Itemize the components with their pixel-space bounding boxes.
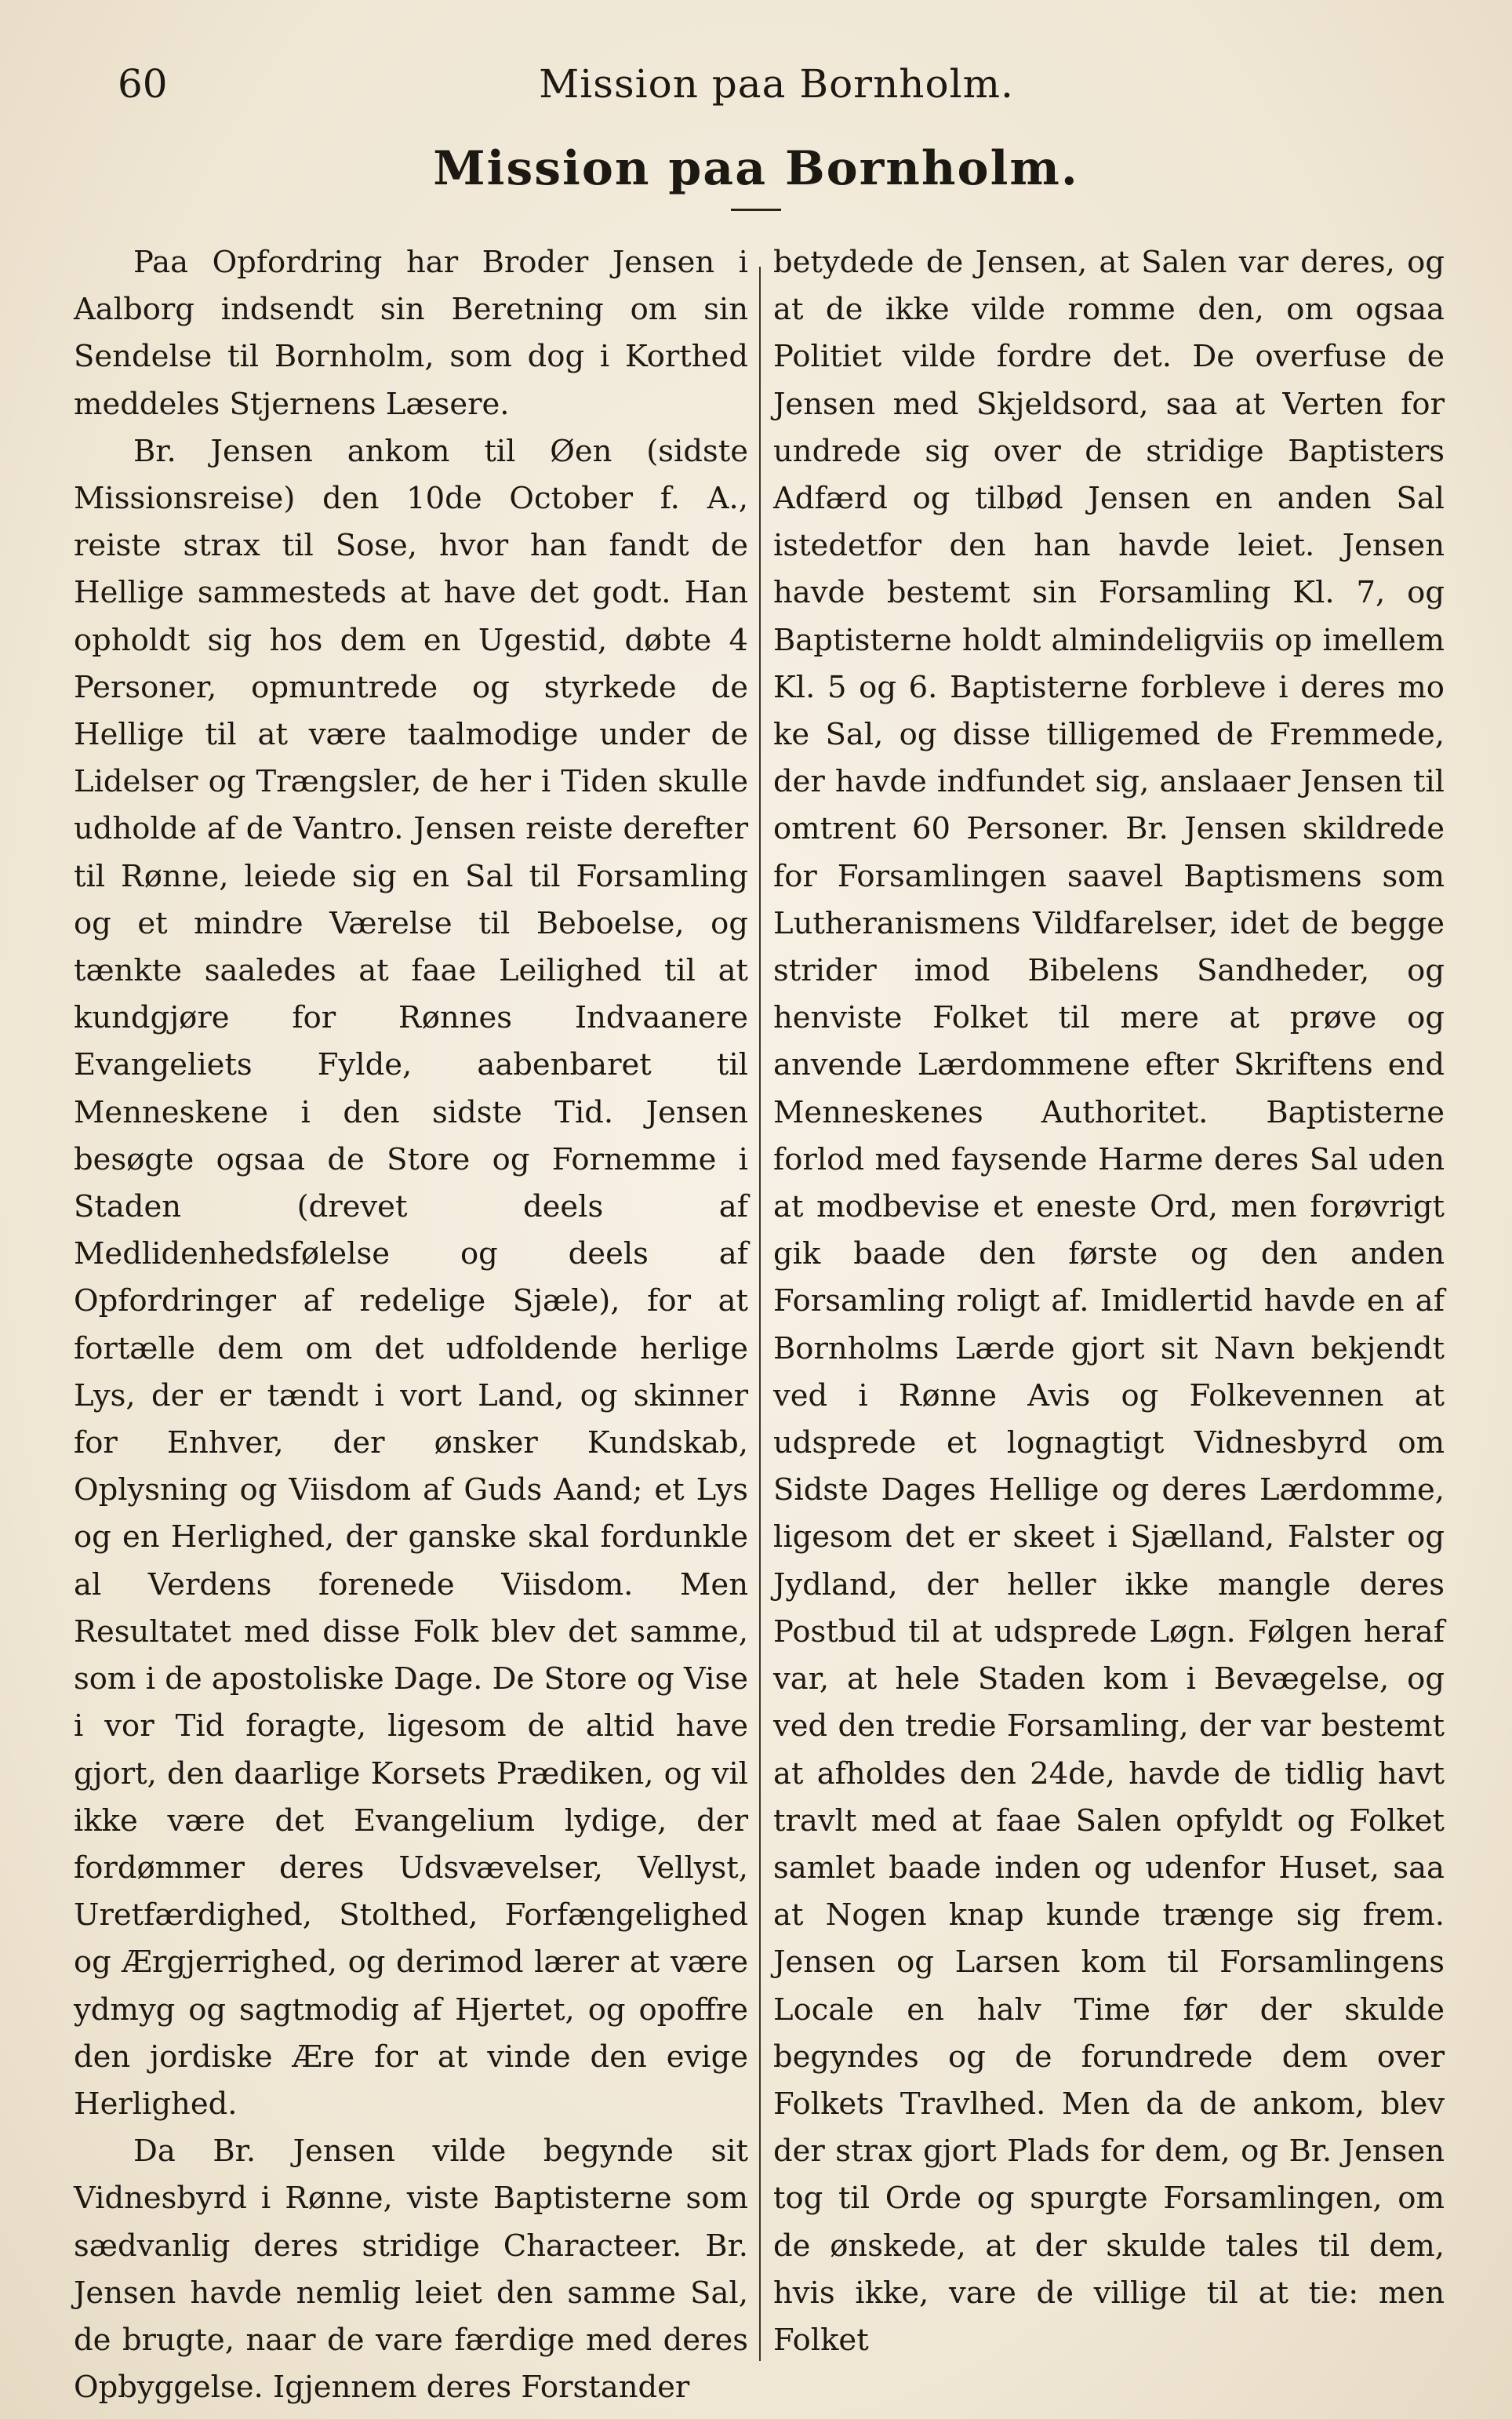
column-divider [759,267,761,2361]
paragraph: Paa Opfordring har Broder Jensen i Aalborg indsendt sin Beretning om sin Sendelse til Bornholm, som dog i Korthed meddeles Stjernens Læsere. [74,245,748,422]
running-title: Mission paa Bornholm. [539,61,1014,107]
paragraph: Br. Jensen ankom til Øen (sidste Missionsreise) den 10de October f. A., reiste strax til Sose, hvor han fandt de Hellige sammesteds at have det godt. Han opholdt sig hos dem en Ugestid, døbte 4 Personer, opmuntrede og styrkede de Hellige til at være taalmodige under de Lidelser og Trængsler, de her i Tiden skulle udholde af de Vantro. Jensen reiste derefter til Rønne, leiede sig en Sal til Forsamling og et mindre Værelse til Beboelse, og tænkte saaledes at faae Leilighed til at kundgjøre for Rønnes Indvaanere Evangeliets Fylde, aabenbaret til Menneskene i den sidste Tid. Jensen besøgte ogsaa de Store og Fornemme i Staden (drevet deels af Medlidenhedsfølelse og deels af Opfordringer af redelige Sjæle), for at fortælle dem om det udfoldende herlige Lys, der er tændt i vort Land, og skinner for Enhver, der ønsker Kundskab, Oplysning og Viisdom af Guds Aand; et Lys og en Herlighed, der ganske skal fordunkle al Verdens forenede Viisdom. Men Resultatet med disse Folk blev det samme, som i de apostoliske Dage. De Store og Vise i vor Tid foragte, ligesom de altid have gjort, den daarlige Korsets Prædiken, og vil ikke være det Evangelium lydige, der fordømmer deres Udsvævelser, Vellyst, Uretfærdighed, Stolthed, Forfængelighed og Ærgjerrighed, og derimod lærer at være ydmyg og sagtmodig af Hjertet, og opoffre den jordiske Ære for at vinde den evige Herlighed. [74,433,748,2122]
paragraph: Da Br. Jensen vilde begynde sit Vidnesbyrd i Rønne, viste Baptisterne som sædvanlig deres stridige Characteer. Br. Jensen havde nemlig leiet den samme Sal, de brugte, naar de vare færdige med deres Opbyggelse. Igjennem deres Forstander [74,2133,748,2406]
title-rule [731,209,781,211]
right-column [773,239,1445,2364]
paragraph: betydede de Jensen, at Salen var deres, og at de ikke vilde romme den, om ogsaa Politiet vilde fordre det. De overfuse de Jensen med Skjeldsord, saa at Verten for undrede sig over de stridige Baptisters Adfærd og tilbød Jensen en anden Sal istedetfor den han havde leiet. Jensen havde bestemt sin Forsamling Kl. 7, og Baptisterne holdt almindeligviis op imellem Kl. 5 og 6. Baptisterne forbleve i deres mo ke Sal, og disse tilligemed de Fremmede, der havde indfundet sig, anslaaer Jensen til omtrent 60 Personer. Br. Jensen skildrede for Forsamlingen saavel Baptismens som Lutheranismens Vildfarelser, idet de begge strider imod Bibelens Sandheder, og henviste Folket til mere at prøve og anvende Lærdommene efter Skriftens end Menneskenes Authoritet. Baptisterne forlod med faysende Harme deres Sal uden at modbevise et eneste Ord, men forøvrigt gik baade den første og den anden Forsamling roligt af. Imidlertid havde en af Bornholms Lærde gjort sit Navn bekjendt ved i Rønne Avis og Folkevennen at udsprede et lognagtigt Vidnesbyrd om Sidste Dages Hellige og deres Lærdomme, ligesom det er skeet i Sjælland, Falster og Jydland, der heller ikke mangle deres Postbud til at udsprede Løgn. Følgen heraf var, at hele Staden kom i Bevægelse, og ved den tredie Forsamling, der var bestemt at afholdes den 24de, havde de tidlig havt travlt med at faae Salen opfyldt og Folket samlet baade inden og udenfor Huset, saa at Nogen knap kunde trænge sig frem. Jensen og Larsen kom til Forsamlingens Locale en halv Time før der skulde begyndes og de forundrede dem over Folkets Travlhed. Men da de ankom, blev der strax gjort Plads for dem, og Br. Jensen tog til Orde og spurgte Forsamlingen, om de ønskede, at der skulde tales til dem, hvis ikke, vare de villige til at tie: men Folket [773,245,1445,2358]
running-head [118,56,1435,111]
page-number: 60 [118,61,168,107]
left-column [74,239,748,2411]
article-title: Mission paa Bornholm. [433,141,1079,196]
